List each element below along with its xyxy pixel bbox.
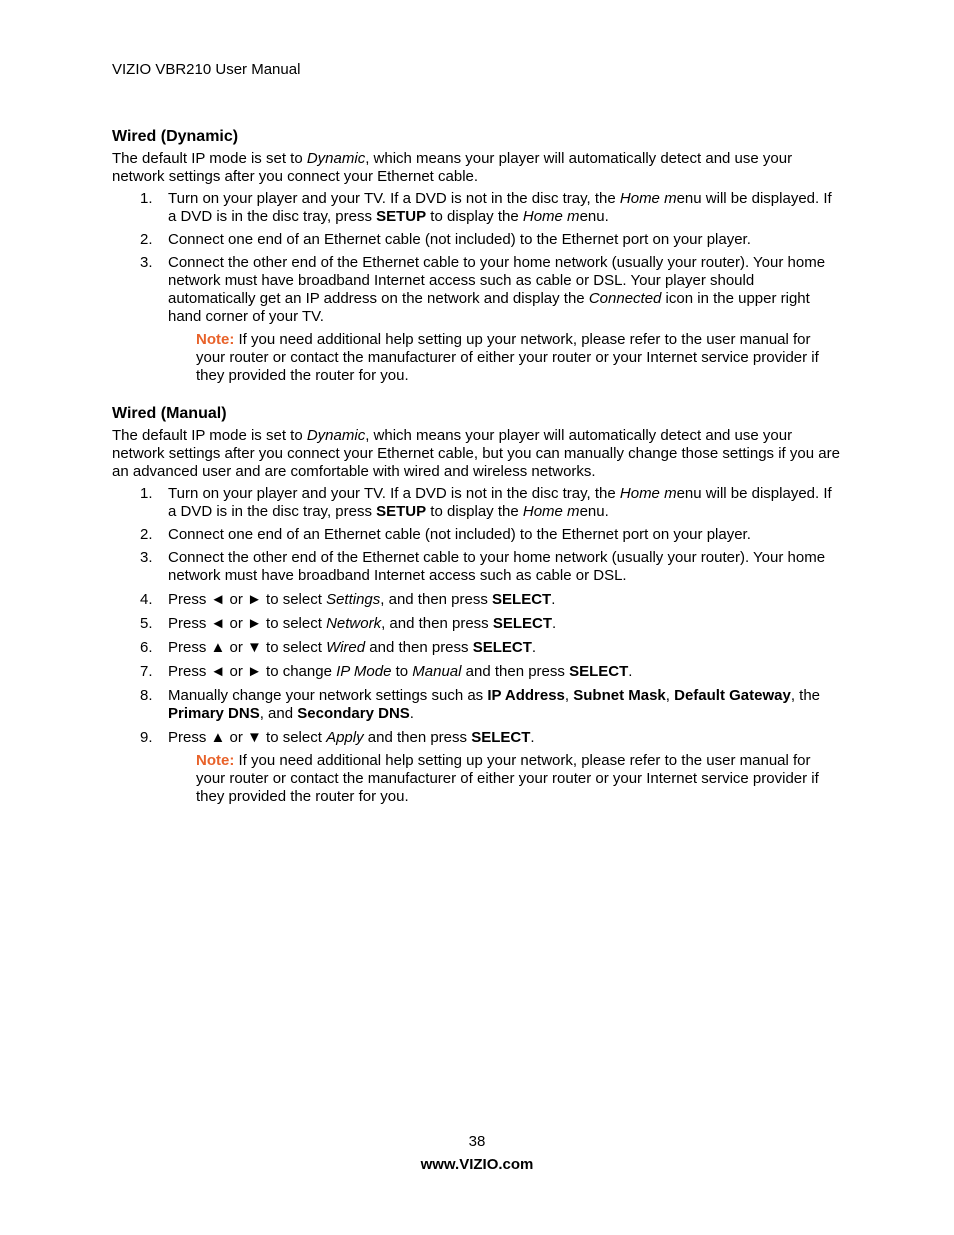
list-item: 6. Press ▲ or ▼ to select Wired and then press SELECT. — [140, 639, 537, 656]
footer-url[interactable]: www.VIZIO.com — [420, 1156, 534, 1173]
section-wired-dynamic — [112, 127, 842, 385]
list-item: 3. Connect the other end of the Ethernet cable to your home network (usually your router). Your home network must have broadband Internet access such as cable or DSL. — [140, 549, 826, 584]
steps-list — [112, 190, 842, 326]
list-item: 1. Turn on your player and your TV. If a DVD is not in the disc tray, the Home menu will be displayed. If a DVD is in the disc tray, press SETUP to display the Home menu. — [140, 190, 832, 225]
section-heading: Wired (Dynamic) — [112, 128, 239, 145]
steps-list — [112, 485, 842, 747]
page-number: 38 — [468, 1133, 486, 1150]
note-paragraph: Note: If you need additional help setting up your network, please refer to the user manual for your router or contact the manufacturer of either your router or your Internet service provider if they provided the router for you. — [196, 331, 819, 384]
list-item: 7. Press ◄ or ► to change IP Mode to Manual and then press SELECT. — [140, 663, 633, 680]
list-item: 2. Connect one end of an Ethernet cable (not included) to the Ethernet port on your player. — [140, 526, 751, 543]
section-intro: The default IP mode is set to Dynamic, which means your player will automatically detect and use your network settings after you connect your Ethernet cable, but you can manually change those settings if you are an advanced user and are comfortable with wired and wireless networks. — [112, 427, 840, 480]
document-header: VIZIO VBR210 User Manual — [112, 61, 301, 78]
note-label: Note: — [196, 331, 235, 348]
section-heading: Wired (Manual) — [112, 405, 227, 422]
section-wired-manual — [112, 404, 842, 806]
list-item: 3. Connect the other end of the Ethernet cable to your home network (usually your router). Your home network must have broadband Internet access such as cable or DSL. Your player should automatically get an IP address on the network and display the Connected icon in the upper right hand corner of your TV. — [140, 254, 826, 325]
list-item: 1. Turn on your player and your TV. If a DVD is not in the disc tray, the Home menu will be displayed. If a DVD is in the disc tray, press SETUP to display the Home menu. — [140, 485, 832, 520]
note-label: Note: — [196, 752, 235, 769]
section-intro: The default IP mode is set to Dynamic, which means your player will automatically detect and use your network settings after you connect your Ethernet cable. — [112, 150, 793, 185]
list-item: 2. Connect one end of an Ethernet cable (not included) to the Ethernet port on your player. — [140, 231, 751, 248]
list-item: 4. Press ◄ or ► to select Settings, and then press SELECT. — [140, 591, 556, 608]
list-item: 9. Press ▲ or ▼ to select Apply and then press SELECT. — [140, 729, 535, 746]
list-item: 8. Manually change your network settings such as IP Address, Subnet Mask, Default Gateway, the Primary DNS, and Secondary DNS. — [140, 687, 821, 722]
list-item: 5. Press ◄ or ► to select Network, and then press SELECT. — [140, 615, 557, 632]
note-paragraph: Note: If you need additional help setting up your network, please refer to the user manual for your router or contact the manufacturer of either your router or your Internet service provider if they provided the router for you. — [196, 752, 819, 805]
